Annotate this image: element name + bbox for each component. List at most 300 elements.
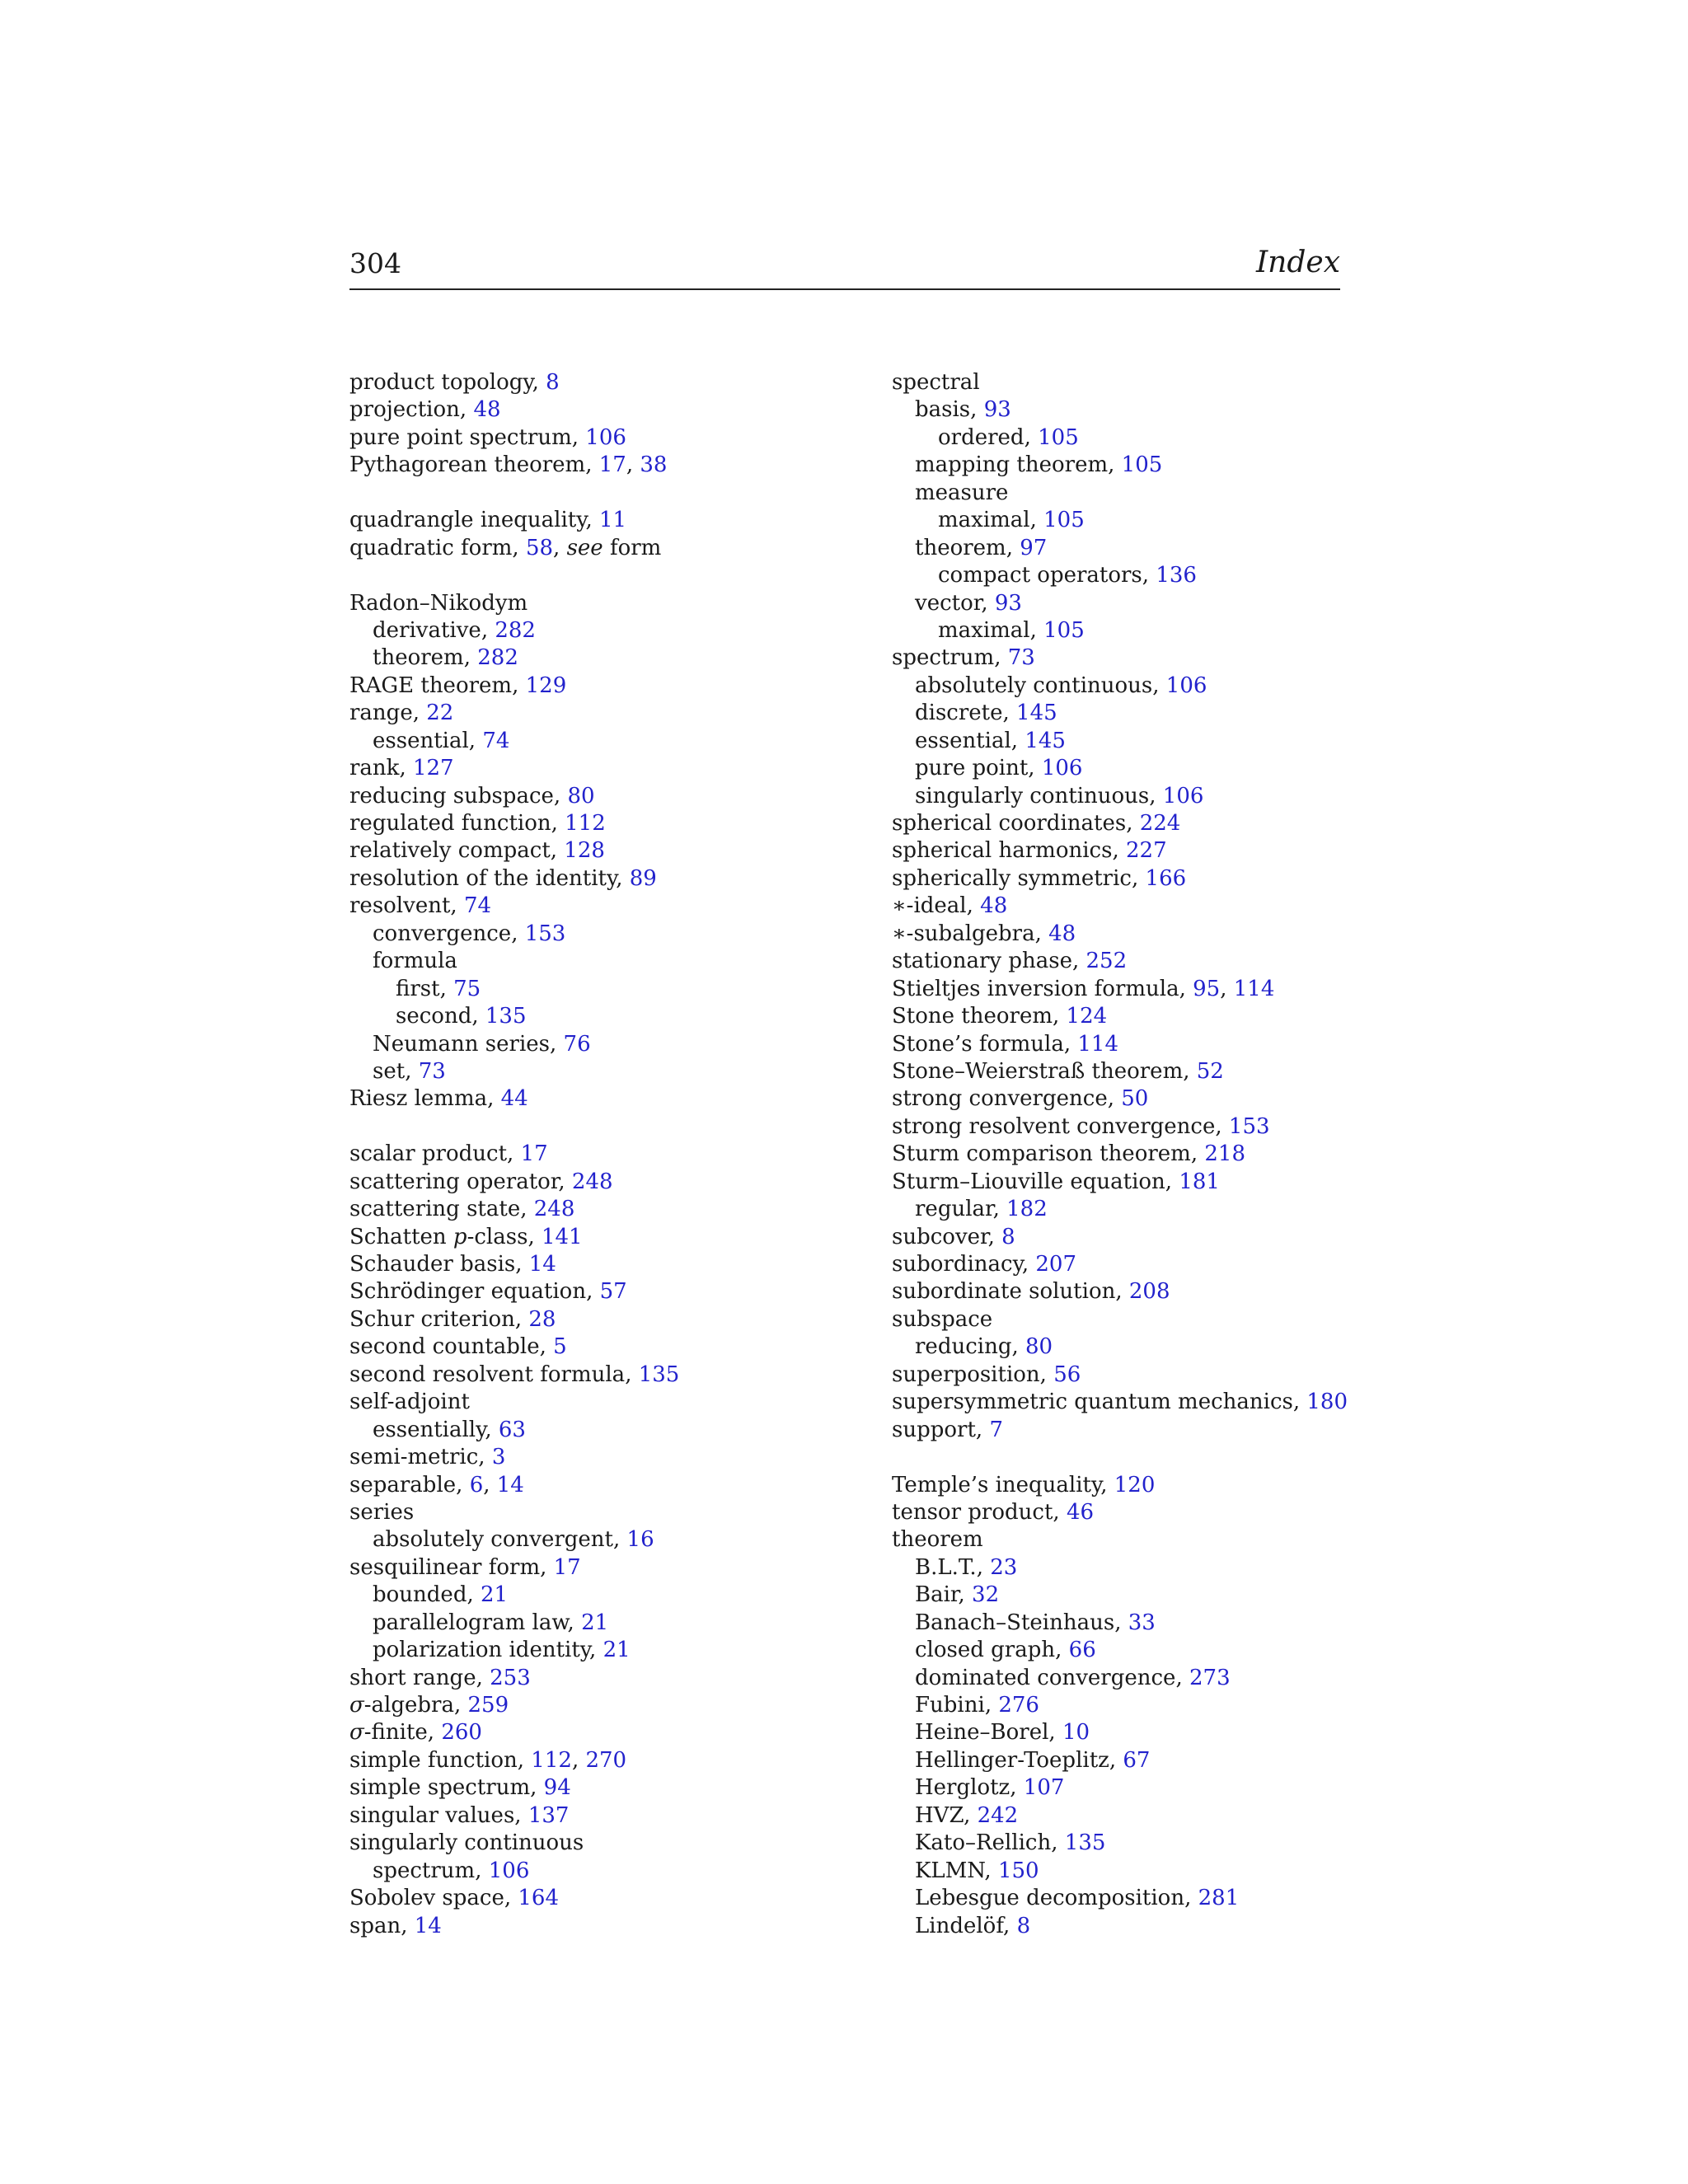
index-entry: second, 135	[396, 1004, 527, 1029]
index-entry: reducing subspace, 80	[349, 783, 595, 808]
index-entry: stationary phase, 252	[892, 949, 1128, 974]
entry-term: Stone’s formula	[892, 1031, 1064, 1057]
page-reference-link[interactable]: 182	[1006, 1197, 1048, 1222]
index-entry: Fubini, 276	[915, 1693, 1039, 1718]
page-reference-link[interactable]: 282	[495, 617, 536, 643]
page-reference-link[interactable]: 80	[1025, 1334, 1053, 1360]
page-reference-link[interactable]: 106	[488, 1858, 530, 1883]
index-entry: singular values, 137	[349, 1802, 570, 1828]
page-reference-link[interactable]: 270	[585, 1747, 627, 1773]
page-reference-link[interactable]: 252	[1085, 949, 1128, 974]
index-column-left	[349, 369, 836, 1940]
index-entry: superposition, 56	[892, 1361, 1081, 1387]
index-entry: basis, 93	[915, 397, 1011, 423]
index-entry: convergence, 153	[373, 921, 566, 946]
entry-term: scalar product	[349, 1141, 508, 1167]
page-reference-link[interactable]: 105	[1038, 424, 1079, 450]
running-title: Index	[1255, 246, 1340, 279]
entry-term: short range	[349, 1665, 476, 1690]
page-reference-link[interactable]: 14	[528, 1252, 556, 1277]
entry-term: Lebesgue decomposition	[915, 1886, 1185, 1911]
index-entry: maximal, 105	[938, 508, 1085, 533]
entry-term: subcover	[892, 1224, 988, 1249]
entry-term: span	[349, 1913, 401, 1938]
entry-term: simple function	[349, 1747, 518, 1773]
entry-term: HVZ	[915, 1802, 964, 1828]
entry-term: reducing subspace	[349, 783, 554, 808]
page-reference-link[interactable]: 106	[1165, 673, 1207, 698]
page-reference-link[interactable]: 260	[441, 1720, 482, 1746]
entry-term: spectrum	[373, 1858, 476, 1883]
index-entry: reducing, 80	[915, 1334, 1053, 1360]
entry-term: theorem	[373, 645, 464, 671]
index-entry	[349, 590, 836, 617]
page-reference-link[interactable]: 57	[599, 1279, 627, 1305]
page-reference-link[interactable]: 273	[1189, 1665, 1231, 1690]
entry-term: scattering state	[349, 1197, 521, 1222]
index-entry: scattering state, 248	[349, 1197, 575, 1222]
page-reference-link[interactable]: 282	[477, 645, 518, 671]
entry-term: spherically symmetric	[892, 865, 1132, 891]
page-reference-link[interactable]: 106	[1041, 756, 1083, 781]
page-reference-link[interactable]: 145	[1025, 728, 1066, 753]
index-entry: vector, 93	[915, 590, 1022, 616]
entry-term: measure	[915, 480, 1009, 505]
entry-term: subordinacy	[892, 1252, 1022, 1277]
entry-term: formula	[373, 949, 457, 974]
index-entry: simple spectrum, 94	[349, 1775, 571, 1801]
page-reference-link[interactable]: 48	[473, 397, 501, 423]
entry-term: second countable	[349, 1334, 540, 1360]
entry-term: Schrödinger equation	[349, 1279, 587, 1305]
page-reference-link[interactable]: 48	[1048, 921, 1076, 946]
entry-term: separable	[349, 1472, 457, 1497]
index-entry: strong resolvent convergence, 153	[892, 1113, 1270, 1139]
index-entry: Herglotz, 107	[915, 1775, 1065, 1801]
index-entry	[349, 948, 836, 975]
page-reference-link[interactable]: 207	[1035, 1252, 1076, 1277]
page-reference-link[interactable]: 150	[997, 1858, 1039, 1883]
page-reference-link[interactable]: 46	[1066, 1499, 1095, 1525]
index-entry: Stone theorem, 124	[892, 1004, 1108, 1029]
index-entry: Schatten p-class, 141	[349, 1224, 583, 1249]
math-symbol: σ	[349, 1693, 364, 1718]
page-reference-link[interactable]: 218	[1204, 1141, 1245, 1167]
index-entry: spherically symmetric, 166	[892, 865, 1187, 891]
entry-term: Schur criterion	[349, 1306, 515, 1332]
page-reference-link[interactable]: 23	[990, 1554, 1018, 1580]
entry-term: singularly continuous	[915, 783, 1150, 808]
page-reference-link[interactable]: 74	[463, 893, 492, 919]
entry-term: resolvent	[349, 893, 451, 919]
page-reference-link[interactable]: 128	[564, 838, 605, 864]
index-entry	[892, 369, 1353, 396]
index-entry: compact operators, 136	[938, 563, 1197, 588]
index-entry: spectrum, 73	[892, 645, 1035, 671]
entry-term: projection	[349, 397, 460, 423]
entry-term-suffix: -finite	[363, 1720, 428, 1746]
index-entry: regular, 182	[915, 1197, 1048, 1222]
index-entry: pure point, 106	[915, 756, 1083, 781]
page-header	[349, 246, 1340, 290]
page-reference-link[interactable]: 105	[1043, 508, 1085, 533]
page-reference-link[interactable]: 93	[994, 590, 1022, 616]
index-entry: quadrangle inequality, 11	[349, 508, 627, 533]
entry-term: quadrangle inequality	[349, 508, 586, 533]
page-reference-link[interactable]: 180	[1306, 1390, 1348, 1415]
entry-term: mapping theorem	[915, 452, 1109, 478]
page-reference-link[interactable]: 120	[1114, 1472, 1156, 1497]
index-entry: essentially, 63	[373, 1417, 526, 1442]
entry-term: Lindelöf	[915, 1913, 1004, 1938]
page-reference-link[interactable]: 66	[1068, 1638, 1096, 1663]
page-reference-link[interactable]: 44	[500, 1086, 528, 1112]
index-entry: simple function, 112, 270	[349, 1747, 627, 1773]
page-reference-link[interactable]: 153	[524, 921, 566, 946]
entry-term: polarization identity	[373, 1638, 590, 1663]
entry-term: simple spectrum	[349, 1775, 531, 1801]
entry-term: vector	[915, 590, 982, 616]
index-entry: spherical harmonics, 227	[892, 838, 1167, 864]
entry-term: reducing	[915, 1334, 1012, 1360]
entry-term: spherical harmonics	[892, 838, 1113, 864]
entry-term: theorem	[892, 1527, 983, 1553]
page-reference-link[interactable]: 17	[520, 1141, 548, 1167]
index-entry: absolutely convergent, 16	[373, 1527, 654, 1553]
index-entry: Stieltjes inversion formula, 95, 114	[892, 976, 1275, 1001]
entry-term: B.L.T.	[915, 1554, 977, 1580]
page-reference-link[interactable]: 11	[599, 508, 627, 533]
entry-term: strong convergence	[892, 1086, 1108, 1112]
entry-term: stationary phase	[892, 949, 1072, 974]
page-reference-link[interactable]: 10	[1062, 1720, 1090, 1746]
entry-term: KLMN	[915, 1858, 985, 1883]
entry-term: semi-metric	[349, 1445, 479, 1470]
entry-term: product topology	[349, 370, 532, 395]
index-entry: resolution of the identity, 89	[349, 865, 657, 891]
page-reference-link[interactable]: 106	[1162, 783, 1204, 808]
index-entry: singularly continuous, 106	[915, 783, 1204, 808]
entry-term: discrete	[915, 701, 1003, 726]
page-reference-link[interactable]: 93	[983, 397, 1011, 423]
entry-term: basis	[915, 397, 971, 423]
entry-term: dominated convergence	[915, 1665, 1176, 1690]
index-entry: essential, 74	[373, 728, 510, 753]
entry-term: Sobolev space	[349, 1886, 504, 1911]
page-reference-link[interactable]: 52	[1196, 1058, 1224, 1084]
index-entry: spectrum, 106	[373, 1858, 530, 1883]
entry-term: spectral	[892, 370, 980, 395]
entry-term: Sturm comparison theorem	[892, 1141, 1191, 1167]
entry-term: support	[892, 1417, 976, 1442]
index-entry: KLMN, 150	[915, 1858, 1039, 1883]
page-reference-link[interactable]: 22	[426, 701, 454, 726]
page-reference-link[interactable]: 33	[1128, 1610, 1156, 1635]
entry-term: Temple’s inequality	[892, 1472, 1101, 1497]
entry-term: essentially	[373, 1417, 485, 1442]
page-reference-link[interactable]: 135	[485, 1004, 527, 1029]
page-reference-link[interactable]: 80	[567, 783, 595, 808]
page-reference-link[interactable]: 6	[469, 1472, 484, 1497]
index-entry: Lindelöf, 8	[915, 1913, 1031, 1938]
page-reference-link[interactable]: 105	[1043, 617, 1085, 643]
entry-term: singular values	[349, 1802, 515, 1828]
index-entry: subcover, 8	[892, 1224, 1015, 1249]
page-reference-link[interactable]: 105	[1121, 452, 1163, 478]
page-reference-link[interactable]: 74	[482, 728, 510, 753]
index-entry	[349, 1389, 836, 1416]
index-entry: maximal, 105	[938, 617, 1085, 643]
entry-term: Riesz lemma	[349, 1086, 488, 1112]
page-reference-link[interactable]: 5	[553, 1334, 567, 1360]
index-entry: sesquilinear form, 17	[349, 1554, 581, 1580]
entry-term: Schauder basis	[349, 1252, 516, 1277]
index-entry: ordered, 105	[938, 424, 1079, 450]
page-reference-link[interactable]: 56	[1053, 1361, 1081, 1387]
index-entry: Hellinger-Toeplitz, 67	[915, 1747, 1151, 1773]
page-reference-link[interactable]: 248	[571, 1169, 613, 1194]
entry-term: range	[349, 701, 413, 726]
index-entry: supersymmetric quantum mechanics, 180	[892, 1390, 1348, 1415]
entry-term: pure point spectrum	[349, 424, 572, 450]
entry-term: essential	[915, 728, 1011, 753]
page-reference-link[interactable]: 8	[546, 370, 560, 395]
index-entry: Pythagorean theorem, 17, 38	[349, 452, 668, 478]
index-entry: relatively compact, 128	[349, 838, 605, 864]
index-entry: Stone–Weierstraß theorem, 52	[892, 1058, 1224, 1084]
page-reference-link[interactable]: 14	[496, 1472, 524, 1497]
index-entry: projection, 48	[349, 397, 501, 423]
index-entry: ∗-ideal, 48	[892, 893, 1008, 919]
page-reference-link[interactable]: 73	[1007, 645, 1035, 671]
index-entry: discrete, 145	[915, 701, 1057, 726]
page-reference-link[interactable]: 276	[998, 1693, 1039, 1718]
page-reference-link[interactable]: 14	[414, 1913, 442, 1938]
page-reference-link[interactable]: 141	[541, 1224, 583, 1249]
entry-term: superposition	[892, 1361, 1040, 1387]
entry-term: Stone theorem	[892, 1004, 1053, 1029]
math-symbol: p	[452, 1224, 467, 1249]
entry-term: pure point	[915, 756, 1029, 781]
page-reference-link[interactable]: 153	[1228, 1113, 1270, 1139]
entry-term: maximal	[938, 508, 1030, 533]
page-reference-link[interactable]: 112	[565, 811, 606, 836]
entry-term: subordinate solution	[892, 1279, 1116, 1305]
entry-term: closed graph	[915, 1638, 1056, 1663]
entry-term: convergence	[373, 921, 512, 946]
page-reference-link[interactable]: 281	[1198, 1886, 1240, 1911]
index-entry: polarization identity, 21	[373, 1638, 631, 1663]
page-reference-link[interactable]: 94	[543, 1775, 571, 1801]
index-entry: RAGE theorem, 129	[349, 673, 567, 698]
page-reference-link[interactable]: 112	[531, 1747, 572, 1773]
index-entry: Bair, 32	[915, 1582, 1000, 1608]
entry-term: second resolvent formula	[349, 1361, 626, 1387]
entry-term: ordered	[938, 424, 1025, 450]
index-entry: Banach–Steinhaus, 33	[915, 1610, 1156, 1635]
entry-term: strong resolvent convergence	[892, 1113, 1216, 1139]
page-reference-link[interactable]: 114	[1077, 1031, 1119, 1057]
page-reference-link[interactable]: 227	[1125, 838, 1167, 864]
index-entry: B.L.T., 23	[915, 1554, 1018, 1580]
page-reference-link[interactable]: 28	[528, 1306, 556, 1332]
index-entry: first, 75	[396, 976, 481, 1001]
entry-term: sesquilinear form	[349, 1554, 541, 1580]
index-entry: pure point spectrum, 106	[349, 424, 626, 450]
index-entry: closed graph, 66	[915, 1638, 1096, 1663]
entry-term: series	[349, 1499, 415, 1525]
index-entry: regulated function, 112	[349, 811, 606, 836]
page-reference-link[interactable]: 76	[563, 1031, 591, 1057]
page-reference-link[interactable]: 106	[585, 424, 626, 450]
page-reference-link[interactable]: 7	[989, 1417, 1003, 1442]
page-reference-link[interactable]: 248	[533, 1197, 575, 1222]
page-reference-link[interactable]: 67	[1123, 1747, 1151, 1773]
entry-term: supersymmetric quantum mechanics	[892, 1390, 1293, 1415]
index-entry: range, 22	[349, 701, 454, 726]
index-entry: second resolvent formula, 135	[349, 1361, 680, 1387]
entry-term: Fubini	[915, 1693, 985, 1718]
page-reference-link[interactable]: 136	[1156, 563, 1197, 588]
page-reference-link[interactable]: 17	[553, 1554, 581, 1580]
entry-term: set	[373, 1058, 406, 1084]
page-reference-link[interactable]: 114	[1233, 976, 1275, 1001]
index-column-right	[892, 369, 1353, 1940]
entry-term: Stone–Weierstraß theorem	[892, 1058, 1184, 1084]
page-reference-link[interactable]: 124	[1066, 1004, 1108, 1029]
page-reference-link[interactable]: 50	[1121, 1086, 1149, 1112]
index-entry: parallelogram law, 21	[373, 1610, 609, 1635]
index-entry: theorem, 97	[915, 535, 1048, 560]
index-entry: σ-algebra, 259	[349, 1693, 509, 1718]
page-reference-link[interactable]: 3	[491, 1445, 506, 1470]
index-entry: scattering operator, 248	[349, 1169, 613, 1194]
index-entry	[349, 1830, 836, 1857]
index-entry: essential, 145	[915, 728, 1066, 753]
entry-term: quadratic form	[349, 535, 513, 560]
entry-term: regular	[915, 1197, 993, 1222]
index-entry	[892, 1306, 1353, 1333]
entry-term: first	[396, 976, 440, 1001]
page-reference-link[interactable]: 166	[1145, 865, 1187, 891]
index-entry: short range, 253	[349, 1665, 531, 1690]
index-entry: resolvent, 74	[349, 893, 492, 919]
page-reference-link[interactable]: 48	[980, 893, 1008, 919]
entry-term: spectrum	[892, 645, 995, 671]
page-reference-link[interactable]: 129	[525, 673, 567, 698]
page-reference-link[interactable]: 21	[603, 1638, 631, 1663]
index-entry: Neumann series, 76	[373, 1031, 591, 1057]
entry-term: Hellinger-Toeplitz	[915, 1747, 1109, 1773]
entry-term: derivative	[373, 617, 481, 643]
page-reference-link[interactable]: 107	[1023, 1775, 1065, 1801]
index-entry: derivative, 282	[373, 617, 536, 643]
page-reference-link[interactable]: 137	[528, 1802, 570, 1828]
entry-term: compact operators	[938, 563, 1142, 588]
index-entry: spherical coordinates, 224	[892, 811, 1181, 836]
page-reference-link[interactable]: 95	[1193, 976, 1221, 1001]
page-reference-link[interactable]: 135	[1064, 1830, 1106, 1856]
index-entry: Schrödinger equation, 57	[349, 1279, 627, 1305]
page-reference-link[interactable]: 8	[1016, 1913, 1031, 1938]
entry-term: absolutely convergent	[373, 1527, 613, 1553]
entry-term: maximal	[938, 617, 1030, 643]
see-target: form	[609, 535, 662, 560]
index-entry: Temple’s inequality, 120	[892, 1472, 1156, 1497]
entry-term: Bair	[915, 1582, 959, 1608]
page-reference-link[interactable]: 145	[1016, 701, 1057, 726]
page-reference-link[interactable]: 164	[518, 1886, 560, 1911]
page-reference-link[interactable]: 89	[629, 865, 657, 891]
page-reference-link[interactable]: 21	[481, 1582, 509, 1608]
entry-term-suffix: -ideal	[906, 893, 967, 919]
entry-term: resolution of the identity	[349, 865, 617, 891]
index-entry: dominated convergence, 273	[915, 1665, 1231, 1690]
page-reference-link[interactable]: 259	[467, 1693, 509, 1718]
entry-term: singularly continuous	[349, 1830, 584, 1856]
index-entry	[892, 1526, 1353, 1554]
index-entry: support, 7	[892, 1417, 1003, 1442]
entry-term: Pythagorean theorem	[349, 452, 586, 478]
page-reference-link[interactable]: 75	[453, 976, 481, 1001]
index-entry: set, 73	[373, 1058, 446, 1084]
index-entry: ∗-subalgebra, 48	[892, 921, 1076, 946]
page-reference-link[interactable]: 97	[1020, 535, 1048, 560]
page-reference-link[interactable]: 208	[1128, 1279, 1170, 1305]
page-reference-link[interactable]: 73	[418, 1058, 446, 1084]
entry-term: essential	[373, 728, 469, 753]
entry-term: theorem	[915, 535, 1006, 560]
index-entry: theorem, 282	[373, 645, 518, 671]
page-reference-link[interactable]: 63	[498, 1417, 526, 1442]
entry-term: parallelogram law	[373, 1610, 568, 1635]
page-reference-link[interactable]: 224	[1139, 811, 1181, 836]
entry-term-suffix: -class	[467, 1224, 528, 1249]
page-reference-link[interactable]: 32	[972, 1582, 1000, 1608]
index-entry: separable, 6, 14	[349, 1472, 524, 1497]
index-entry: Stone’s formula, 114	[892, 1031, 1119, 1057]
index-entry: Kato–Rellich, 135	[915, 1830, 1106, 1856]
page-reference-link[interactable]: 253	[490, 1665, 531, 1690]
page-reference-link[interactable]: 127	[412, 756, 454, 781]
index-entry: absolutely continuous, 106	[915, 673, 1207, 698]
page-reference-link[interactable]: 21	[581, 1610, 609, 1635]
index-entry: span, 14	[349, 1913, 442, 1938]
page-reference-link[interactable]: 58	[525, 535, 554, 560]
entry-term: Herglotz	[915, 1775, 1010, 1801]
page-reference-link[interactable]: 16	[626, 1527, 654, 1553]
entry-term: Heine–Borel	[915, 1720, 1049, 1746]
page-reference-link[interactable]: 8	[1001, 1224, 1015, 1249]
entry-term: subspace	[892, 1306, 993, 1332]
index-entry: strong convergence, 50	[892, 1086, 1149, 1112]
entry-term: Kato–Rellich	[915, 1830, 1052, 1856]
index-entry: semi-metric, 3	[349, 1445, 506, 1470]
page-reference-link[interactable]: 135	[638, 1361, 680, 1387]
index-entry	[349, 1499, 836, 1526]
page-reference-link[interactable]: 181	[1179, 1169, 1220, 1194]
entry-term: regulated function	[349, 811, 551, 836]
entry-term-suffix: -algebra	[363, 1693, 454, 1718]
entry-term: self-adjoint	[349, 1390, 470, 1415]
entry-term: second	[396, 1004, 472, 1029]
entry-term: bounded	[373, 1582, 467, 1608]
math-symbol: ∗	[892, 921, 907, 946]
page-reference-link[interactable]: 242	[977, 1802, 1019, 1828]
entry-term: RAGE theorem	[349, 673, 513, 698]
page-reference-link[interactable]: 38	[640, 452, 668, 478]
page-reference-link[interactable]: 17	[598, 452, 626, 478]
